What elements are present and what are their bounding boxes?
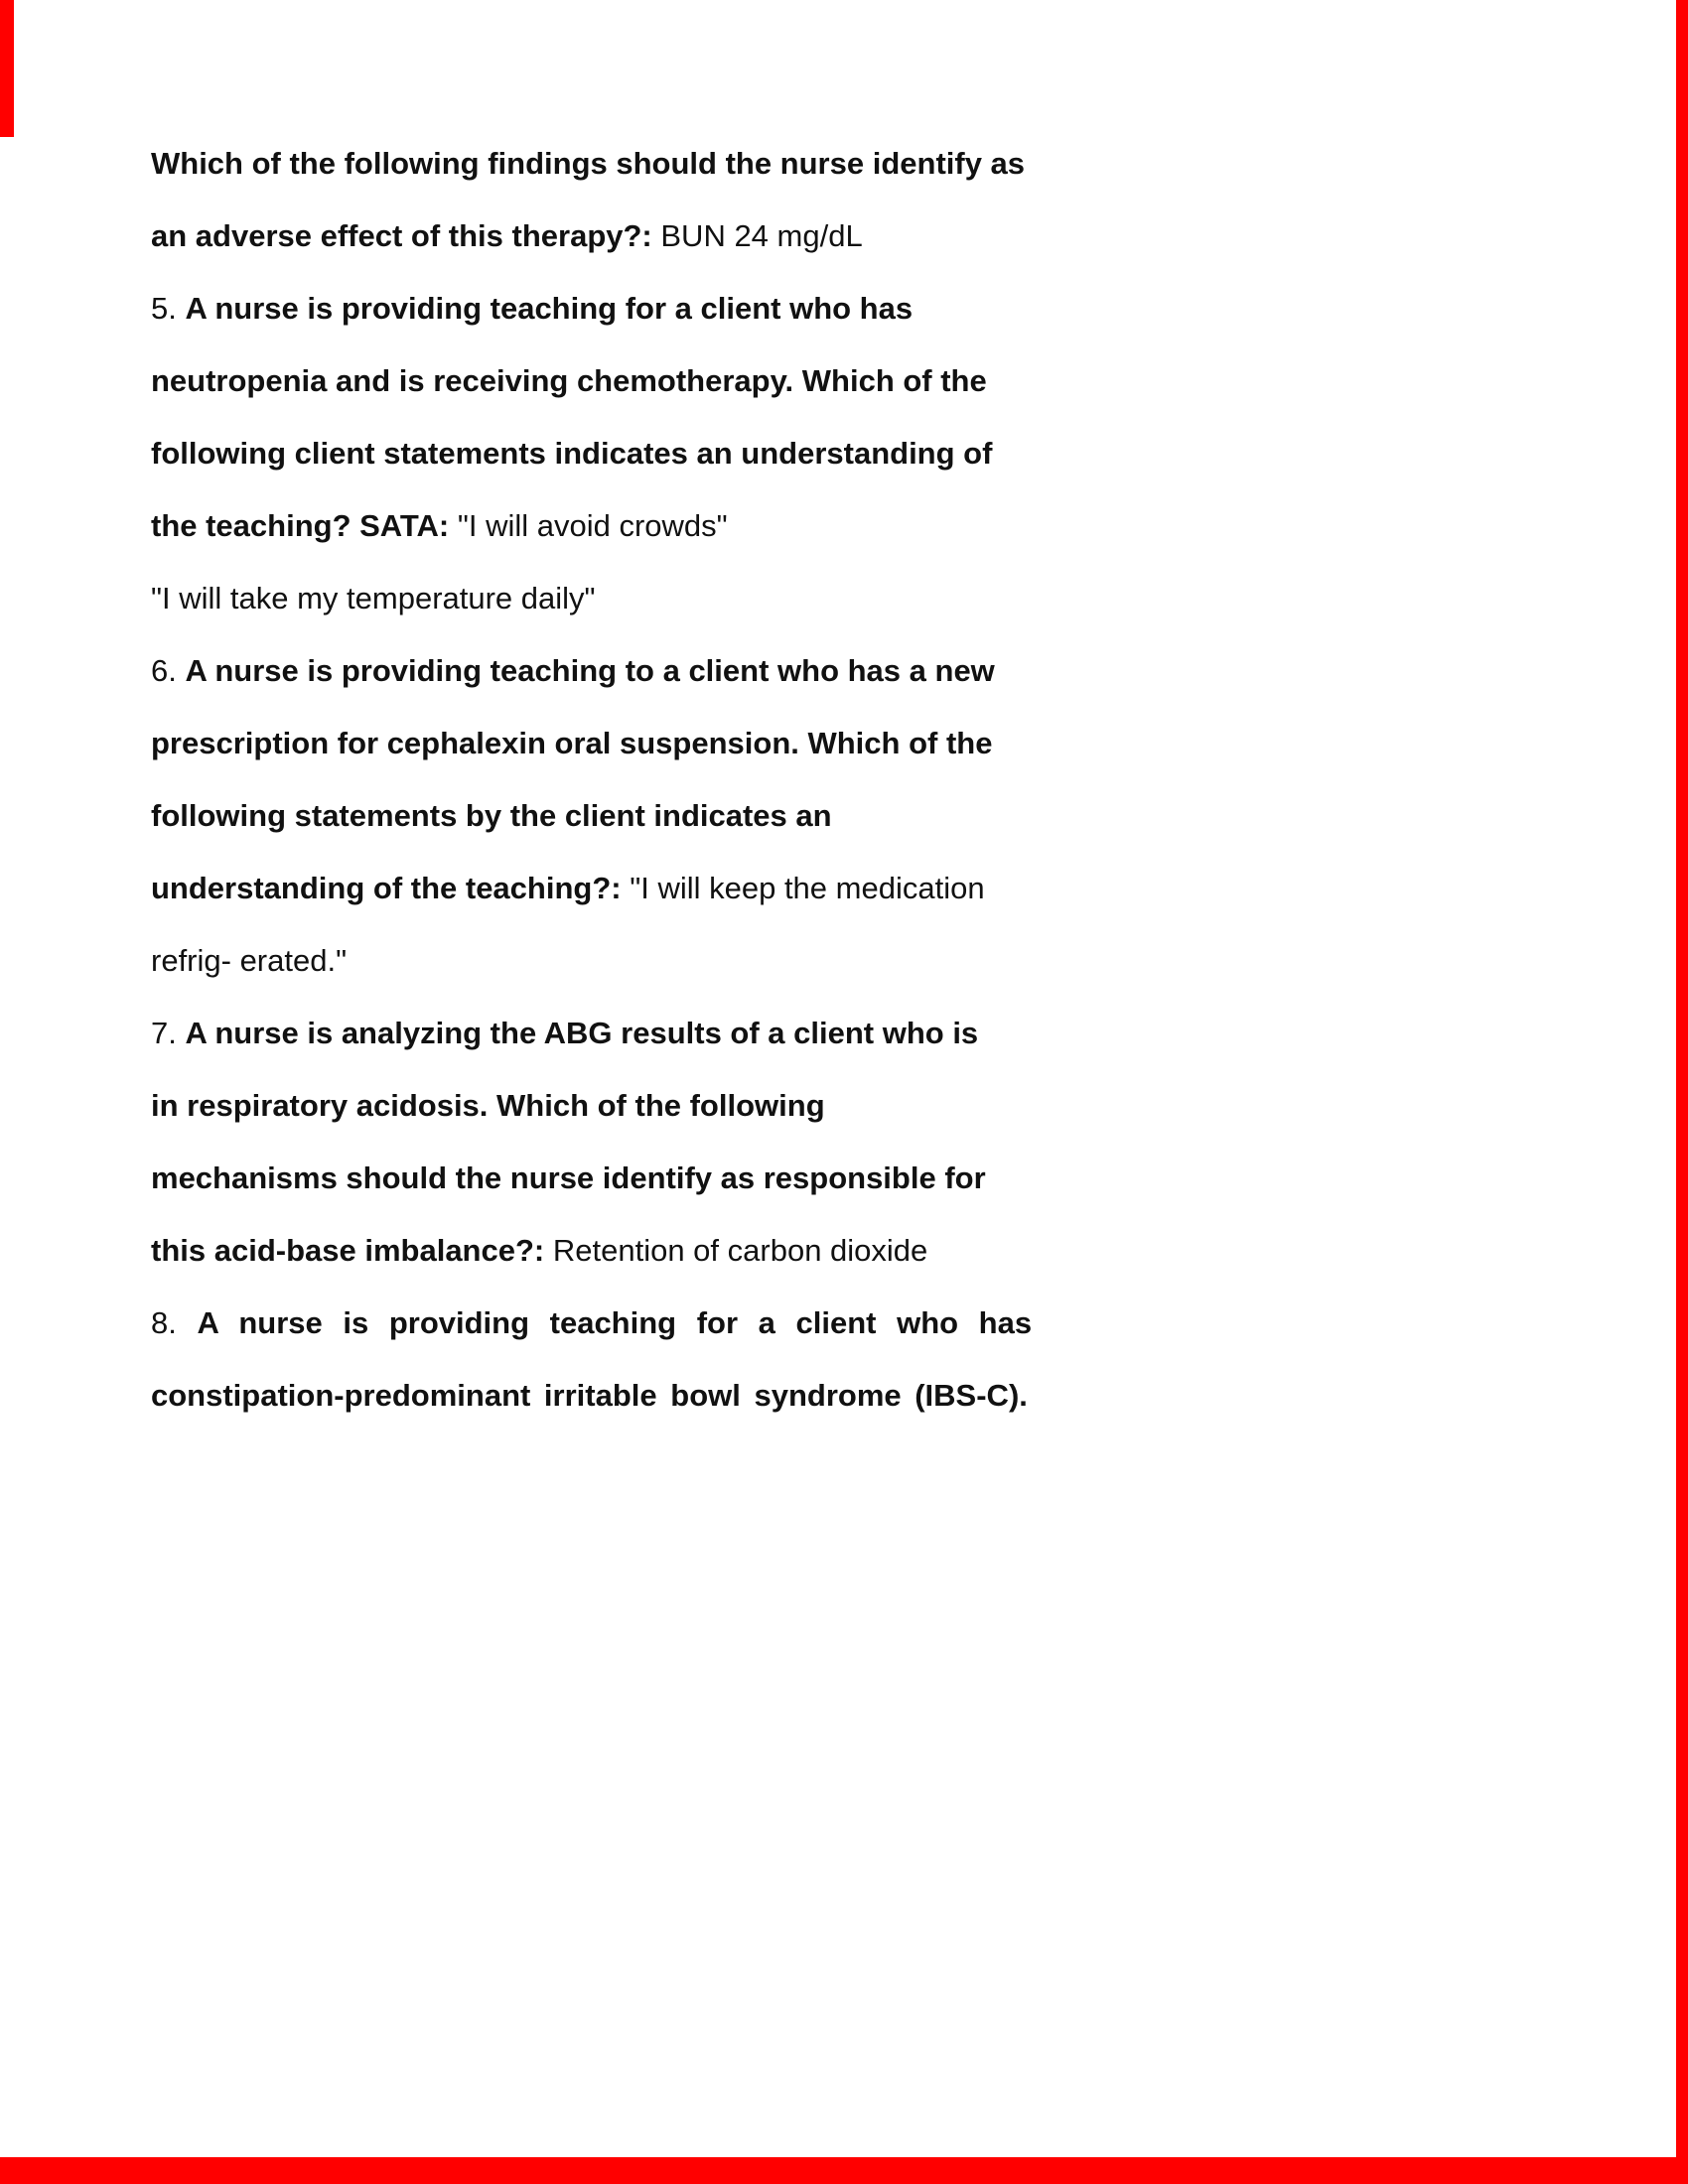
document-text-block	[151, 127, 1069, 1432]
question-text: A nurse is analyzing the ABG results of a client who is	[185, 1016, 979, 1050]
question-text: the teaching? SATA:	[151, 508, 458, 543]
text-line	[151, 1287, 1069, 1359]
question-text: constipation-predominant irritable bowl syndrome (IBS-C).	[151, 1378, 1028, 1413]
text-line	[151, 1142, 1069, 1214]
answer-text: 6.	[151, 653, 186, 688]
answer-text: Retention of carbon dioxide	[552, 1233, 928, 1268]
answer-text: 5.	[151, 291, 186, 326]
question-text: this acid-base imbalance?:	[151, 1233, 553, 1268]
text-line	[151, 1069, 1069, 1142]
text-line	[151, 997, 1069, 1069]
question-text: understanding of the teaching?:	[151, 871, 631, 905]
answer-text: "I will avoid crowds"	[457, 508, 728, 543]
text-line	[151, 707, 1069, 779]
text-line	[151, 1214, 1069, 1287]
question-text: following statements by the client indicates an	[151, 798, 832, 833]
answer-text: BUN 24 mg/dL	[660, 218, 863, 253]
answer-text: "I will keep the medication	[630, 871, 985, 905]
text-line	[151, 489, 1069, 562]
answer-text: refrig- erated."	[151, 943, 348, 978]
answer-text: 7.	[151, 1016, 186, 1050]
page-edge-left-accent	[0, 0, 14, 137]
question-text: prescription for cephalexin oral suspension. Which of the	[151, 726, 993, 760]
page-edge-right-accent	[1676, 0, 1688, 2184]
question-text: neutropenia and is receiving chemotherapy. Which of the	[151, 363, 987, 398]
text-line	[151, 127, 1069, 200]
text-line	[151, 272, 1069, 344]
question-text: an adverse effect of this therapy?:	[151, 218, 661, 253]
text-line	[151, 779, 1069, 852]
text-line	[151, 1359, 1069, 1432]
page-edge-bottom-accent	[0, 2157, 1688, 2184]
text-line	[151, 852, 1069, 924]
question-text: A nurse is providing teaching to a client who has a new	[185, 653, 995, 688]
text-line	[151, 924, 1069, 997]
answer-text: "I will take my temperature daily"	[151, 581, 596, 615]
text-line	[151, 344, 1069, 417]
text-line	[151, 562, 1069, 634]
question-text: A nurse is providing teaching for a client who has	[185, 291, 914, 326]
question-text: in respiratory acidosis. Which of the following	[151, 1088, 825, 1123]
answer-text: 8.	[151, 1305, 198, 1340]
question-text: Which of the following findings should the nurse identify as	[151, 146, 1026, 181]
text-line	[151, 200, 1069, 272]
question-text: following client statements indicates an understanding of	[151, 436, 993, 471]
text-line	[151, 417, 1069, 489]
question-text: mechanisms should the nurse identify as responsible for	[151, 1160, 986, 1195]
text-line	[151, 634, 1069, 707]
question-text: A nurse is providing teaching for a client who has	[197, 1305, 1033, 1340]
